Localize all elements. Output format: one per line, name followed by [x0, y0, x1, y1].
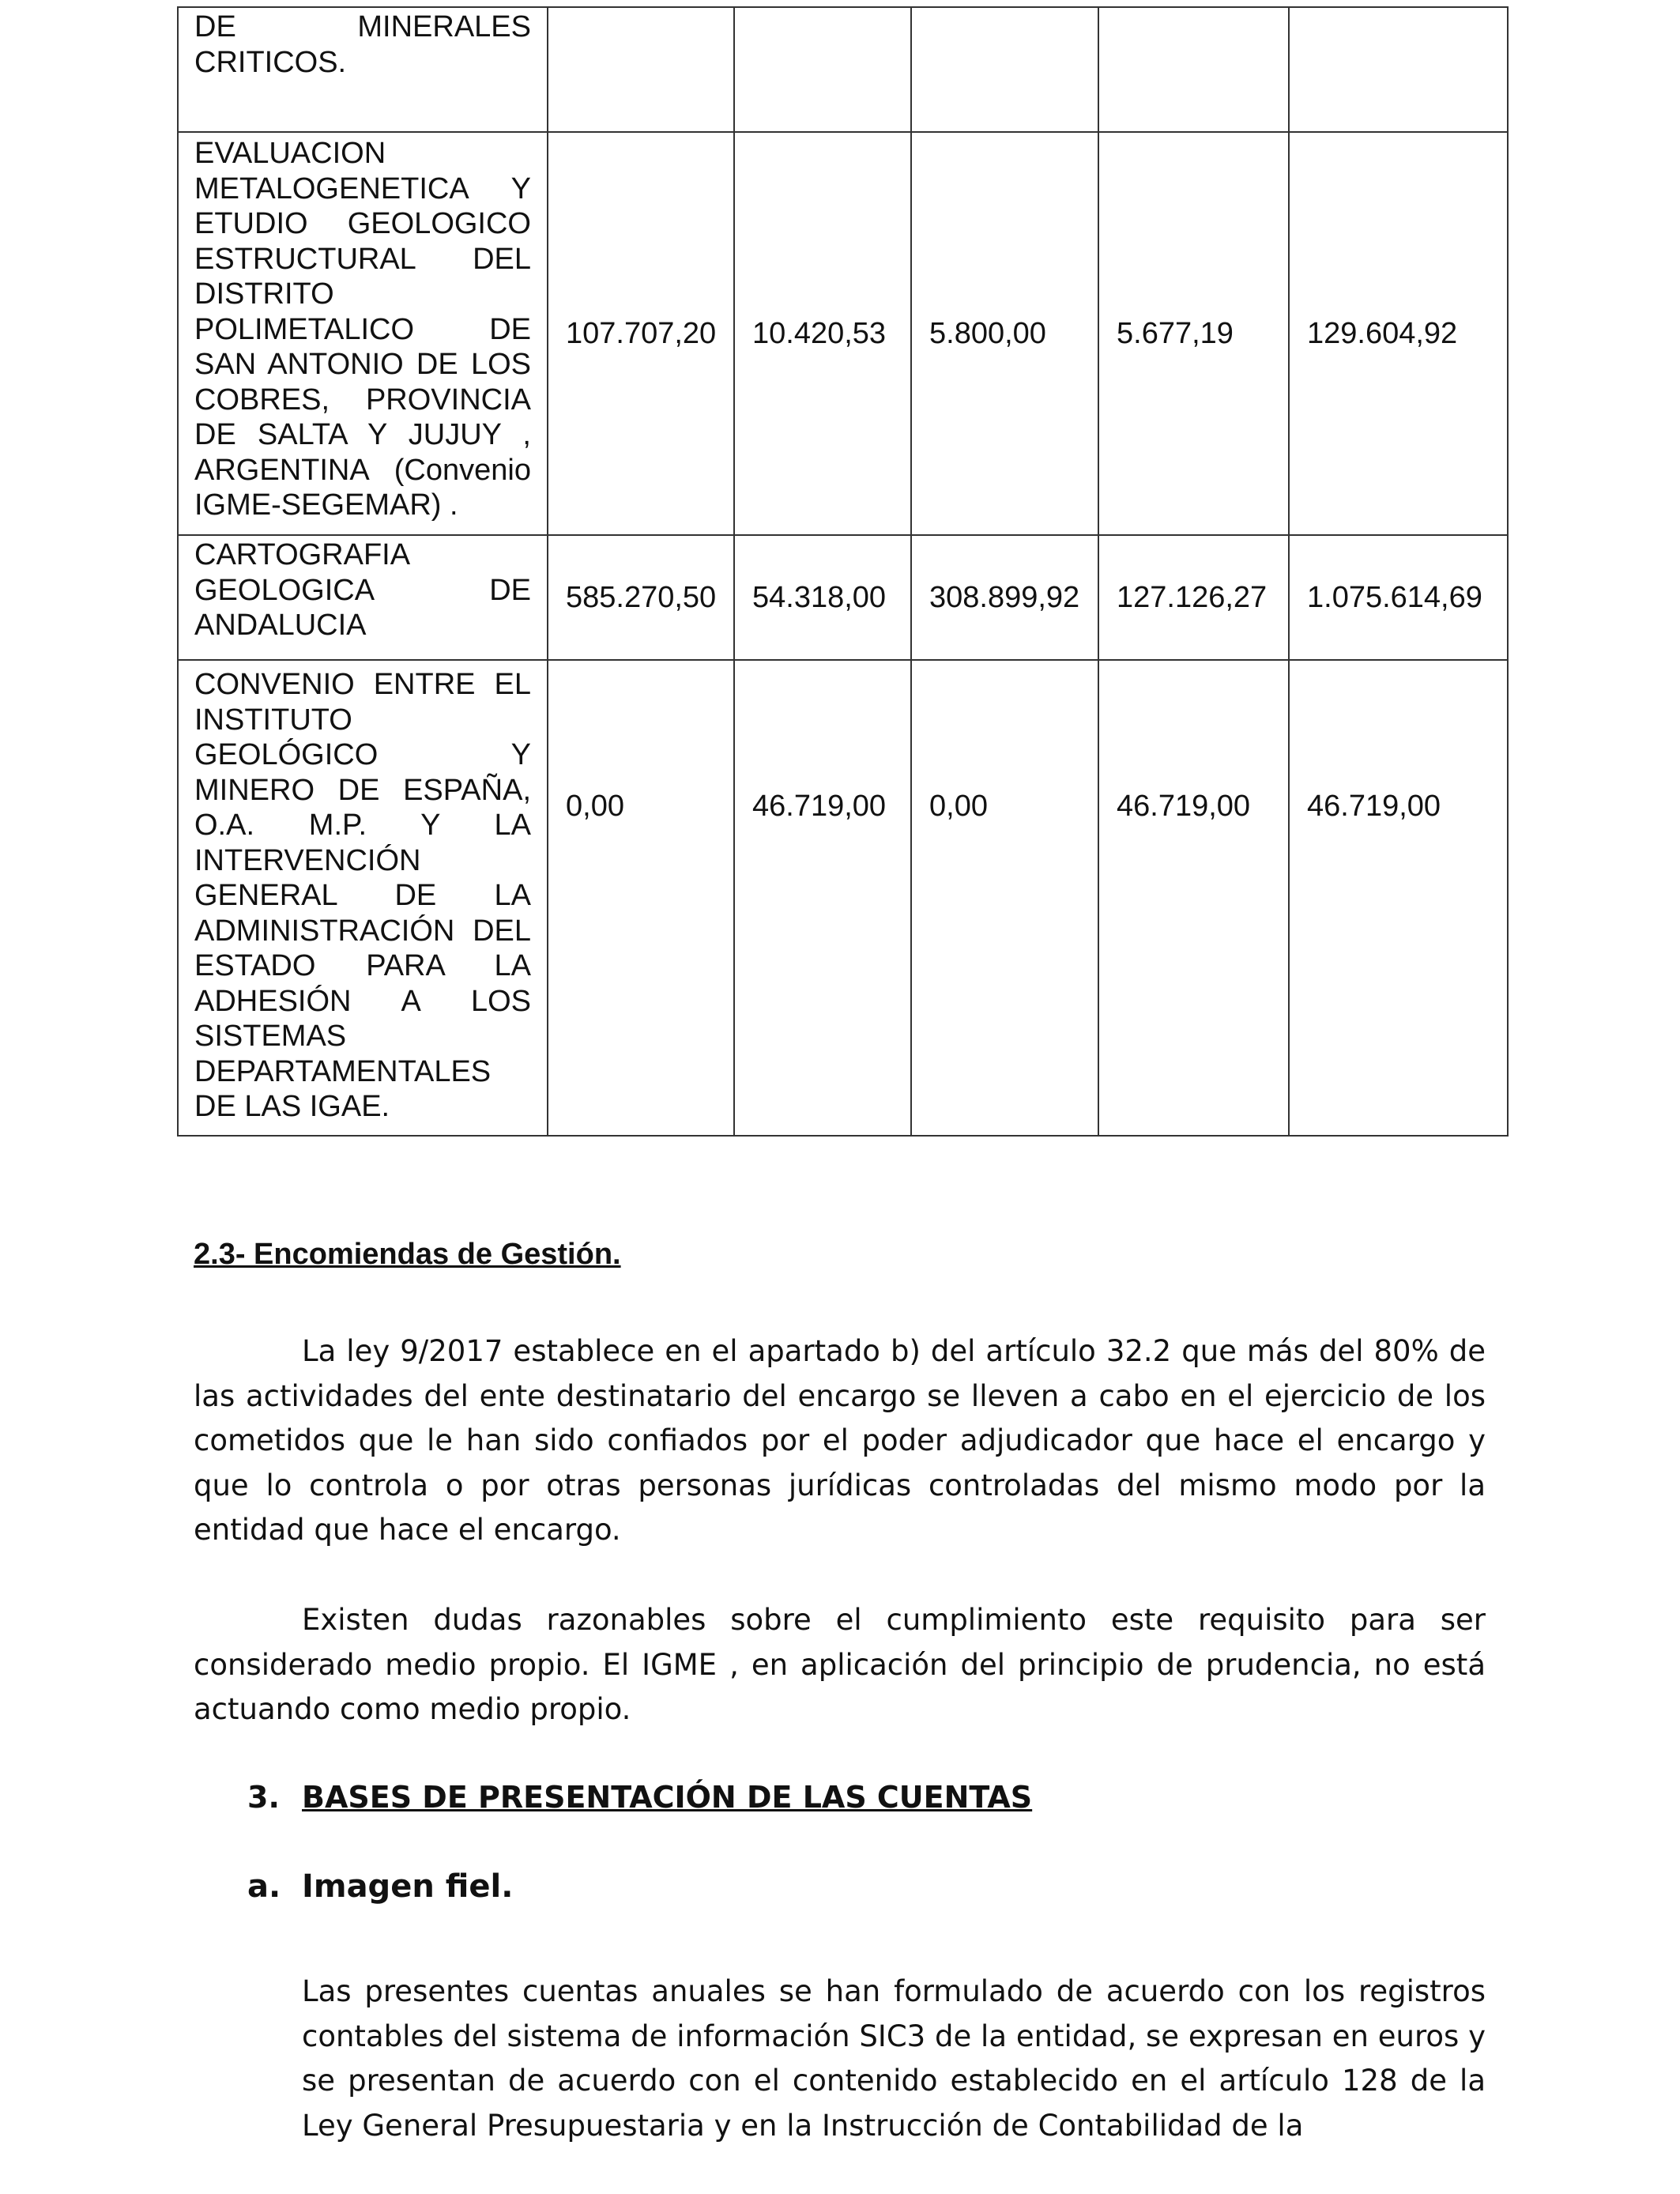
- section-heading-2-3: 2.3- Encomiendas de Gestión.: [194, 1238, 621, 1271]
- paragraph-imagen-fiel: Las presentes cuentas anuales se han formulado de acuerdo con los registros contables del sistema de información SIC3 de la entidad, se expresan en euros y se presentan de acuerdo con el contenido establecido en el artículo 128 de la Ley General Presupuestaria y en la Instrucción de Contabilidad de la: [302, 1974, 1486, 2143]
- value-cell: 5.800,00: [911, 132, 1098, 535]
- row-description: CARTOGRAFIA GEOLOGICA DE ANDALUCIA: [194, 538, 531, 642]
- value-cell: 1.075.614,69: [1289, 535, 1508, 660]
- section-title: BASES DE PRESENTACIÓN DE LAS CUENTAS: [302, 1780, 1033, 1815]
- row-description: CONVENIO ENTRE EL INSTITUTO GEOLÓGICO Y MINERO DE ESPAÑA, O.A. M.P. Y LA INTERVENCIÓN GENERAL DE LA ADMINISTRACIÓN DEL ESTADO PARA LA ADHESIÓN A LOS SISTEMAS DEPARTAMENTALES DE LAS IGAE.: [194, 668, 531, 1123]
- value-cell: 308.899,92: [911, 535, 1098, 660]
- value-cell: 54.318,00: [734, 535, 911, 660]
- section-number: 3.: [247, 1780, 280, 1815]
- value-cell: 0,00: [911, 660, 1098, 1136]
- value-cell: 129.604,92: [1289, 132, 1508, 535]
- row-description: DE MINERALES CRITICOS.: [194, 10, 531, 79]
- row-description-cell: [178, 7, 548, 132]
- table-row: [178, 132, 1508, 535]
- financial-table: [177, 6, 1509, 1137]
- value-cell: [1289, 7, 1508, 132]
- row-description: EVALUACION METALOGENETICA Y ETUDIO GEOLOGICO ESTRUCTURAL DEL DISTRITO POLIMETALICO DE SAN ANTONIO DE LOS COBRES, PROVINCIA DE SALTA Y JUJUY , ARGENTINA (Convenio IGME-SEGEMAR) .: [194, 137, 531, 522]
- value-cell: [734, 7, 911, 132]
- value-cell: [1098, 7, 1289, 132]
- value-cell: 46.719,00: [734, 660, 911, 1136]
- value-cell: 0,00: [548, 660, 734, 1136]
- value-cell: [911, 7, 1098, 132]
- row-description-cell: [178, 660, 548, 1136]
- subsection-letter: a.: [247, 1868, 281, 1905]
- value-cell: 46.719,00: [1098, 660, 1289, 1136]
- paragraph-ley-9-2017: La ley 9/2017 establece en el apartado b) del artículo 32.2 que más del 80% de las actividades del ente destinatario del encargo se lleven a cabo en el ejercicio de los cometidos que le han sido confiados por el poder adjudicador que hace el encargo y que lo controla o por otras personas jurídicas controladas del mismo modo por la entidad que hace el encargo.: [194, 1334, 1486, 1547]
- value-cell: 46.719,00: [1289, 660, 1508, 1136]
- value-cell: 10.420,53: [734, 132, 911, 535]
- table-row: [178, 535, 1508, 660]
- value-cell: 585.270,50: [548, 535, 734, 660]
- table-row: [178, 7, 1508, 132]
- row-description-cell: [178, 535, 548, 660]
- table-row: [178, 660, 1508, 1136]
- value-cell: 5.677,19: [1098, 132, 1289, 535]
- subsection-title: Imagen fiel.: [302, 1868, 514, 1905]
- paragraph-dudas-razonables: Existen dudas razonables sobre el cumplimiento este requisito para ser considerado medio propio. El IGME , en aplicación del principio de prudencia, no está actuando como medio propio.: [194, 1603, 1486, 1726]
- row-description-cell: [178, 132, 548, 535]
- value-cell: 127.126,27: [1098, 535, 1289, 660]
- value-cell: [548, 7, 734, 132]
- value-cell: 107.707,20: [548, 132, 734, 535]
